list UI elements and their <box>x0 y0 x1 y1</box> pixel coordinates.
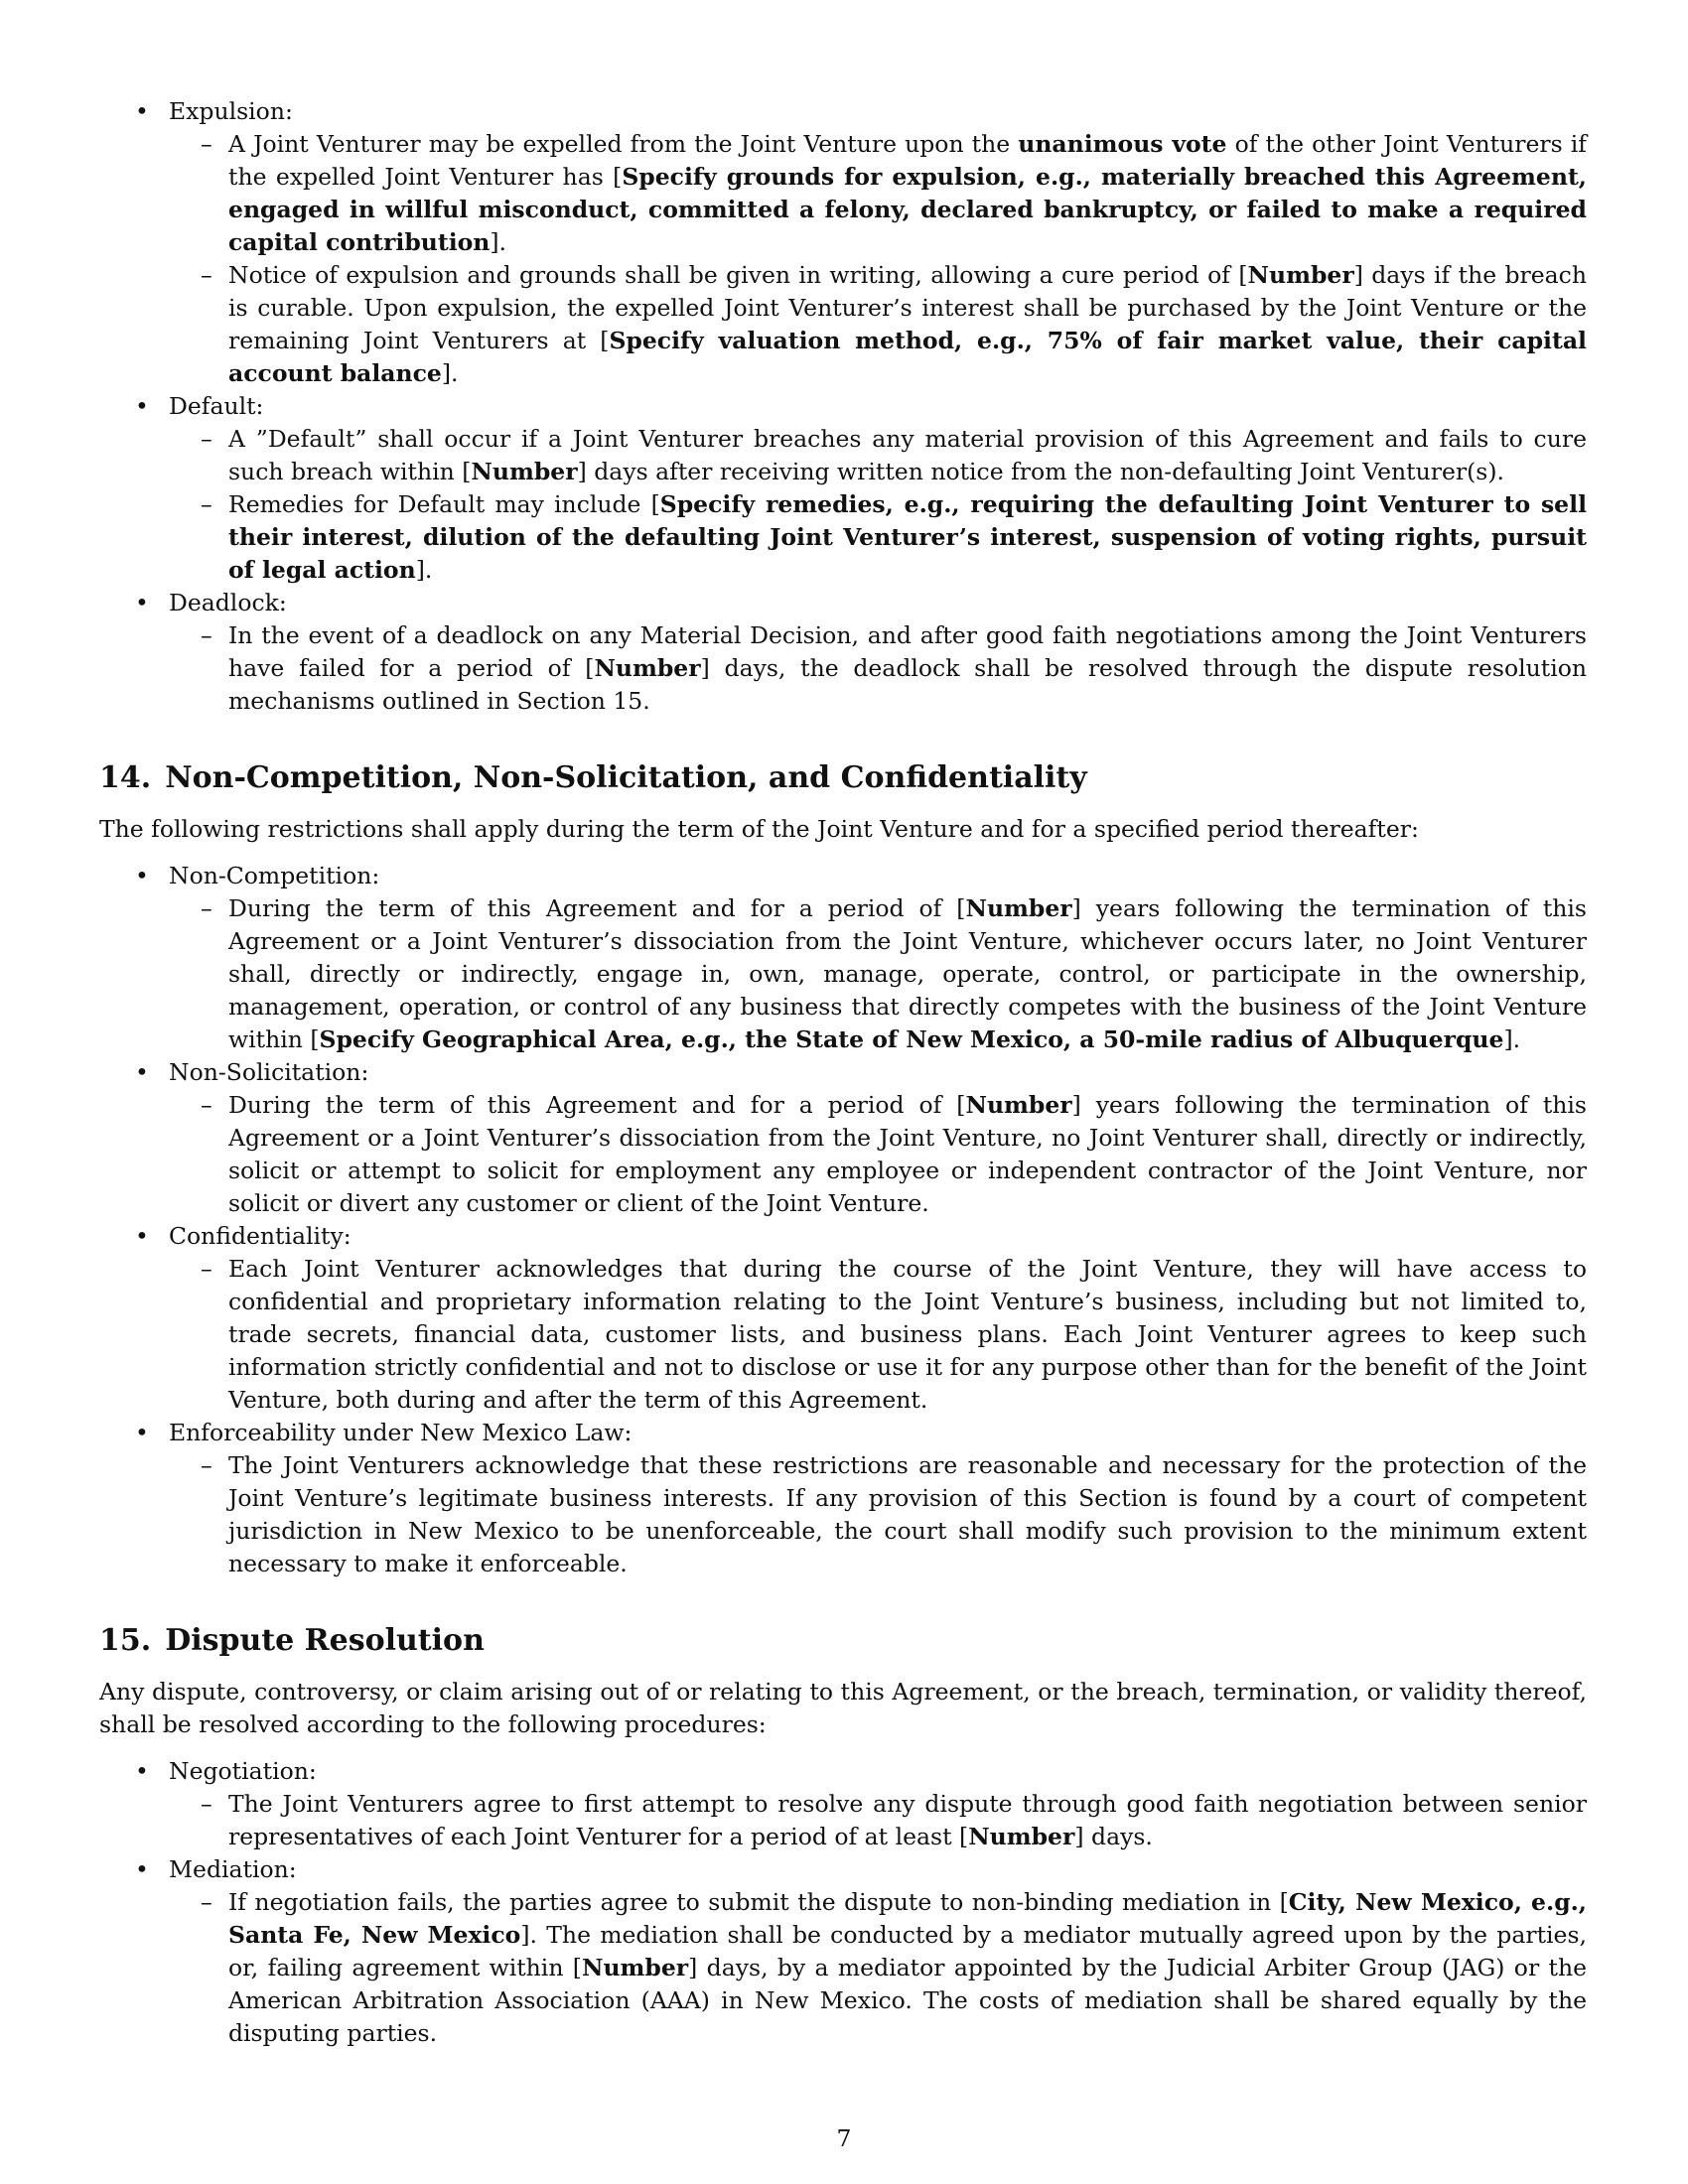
bullet-label: Non-Competition: <box>169 862 380 889</box>
clause-text: ] days, by a mediator appointed by the Judicial Arbiter Group (JAG) or the American Arbitration Association (AAA) in New Mexico. The costs of mediation shall be shared equally by the disputing parties. <box>228 1954 1588 2047</box>
placeholder-text: Number <box>968 1823 1075 1850</box>
placeholder-text: Number <box>965 1091 1072 1119</box>
sub-item <box>169 1788 1587 1853</box>
clause-text: Remedies for Default may include [ <box>228 490 660 518</box>
placeholder-text: Specify valuation method, e.g., 75% of fair market value, their capital account balance <box>228 327 1587 387</box>
bullet-item <box>99 1853 1587 2050</box>
clause-text: ] years following the termination of this Agreement or a Joint Venturer’s dissociation from the Joint Venture, no Joint Venturer shall, directly or indirectly, solicit or attempt to solicit for employment any employee or independent contractor of the Joint Venture, nor solicit or divert any customer or client of the Joint Venture. <box>228 1091 1587 1217</box>
clause-text: During the term of this Agreement and for a period of [ <box>228 894 966 922</box>
clause-text: Each Joint Venturer acknowledges that during the course of the Joint Venture, they will have access to confidential and proprietary information relating to the Joint Venture’s business, including but not limited to, trade secrets, financial data, customer lists, and business plans. Each Joint Venturer agrees to keep such information strictly confidential and not to disclose or use it for any purpose other than for the benefit of the Joint Venture, both during and after the term of this Agreement. <box>228 1255 1587 1414</box>
clause-text: The Joint Venturers acknowledge that these restrictions are reasonable and necessary for the protection of the Joint Venture’s legitimate business interests. If any provision of this Section is found by a court of competent jurisdiction in New Mexico to be unenforceable, the court shall modify such provision to the minimum extent necessary to make it enforceable. <box>228 1451 1587 1577</box>
section-list <box>99 1755 1587 2050</box>
bullet-label: Default: <box>169 392 264 420</box>
sub-list <box>169 1788 1587 1853</box>
clause-text: A ”Default” shall occur if a Joint Venturer breaches any material provision of this Agreement and fails to cure such breach within [ <box>228 425 1587 485</box>
section-number: 14. <box>99 760 152 795</box>
placeholder-text: Number <box>1247 261 1354 289</box>
clause-text: of the other Joint Venturers if the expelled Joint Venturer has [ <box>228 130 1588 191</box>
bullet-item <box>99 95 1587 390</box>
bullet-label: Mediation: <box>169 1855 297 1883</box>
sub-item <box>169 423 1587 488</box>
sub-item <box>169 128 1587 259</box>
placeholder-text: Number <box>965 894 1072 922</box>
clause-text: ]. The mediation shall be conducted by a mediator mutually agreed upon by the parties, or, failing agreement within [ <box>228 1921 1587 1981</box>
sub-item <box>169 1253 1587 1417</box>
sub-list <box>169 128 1587 390</box>
bullet-item <box>99 860 1587 1056</box>
clause-text: If negotiation fails, the parties agree to submit the dispute to non-binding mediation in [ <box>228 1888 1289 1916</box>
sub-list <box>169 423 1587 587</box>
sub-item <box>169 259 1587 390</box>
sub-item <box>169 1449 1587 1580</box>
bullet-item <box>99 1755 1587 1853</box>
placeholder-text: Specify grounds for expulsion, e.g., materially breached this Agreement, engaged in willful misconduct, committed a felony, declared bankruptcy, or failed to make a required capital contribution <box>228 163 1587 256</box>
sub-item <box>169 892 1587 1056</box>
bullet-item <box>99 1056 1587 1220</box>
clause-text: In the event of a deadlock on any Material Decision, and after good faith negotiations among the Joint Venturers have failed for a period of [ <box>228 621 1587 682</box>
sub-list <box>169 619 1587 718</box>
section-14 <box>99 759 1587 1580</box>
section-number: 15. <box>99 1623 152 1658</box>
placeholder-text: Specify remedies, e.g., requiring the defaulting Joint Venturer to sell their interest, dilution of the defaulting Joint Venturer’s interest, suspension of voting rights, pursuit of legal action <box>228 490 1587 584</box>
bullet-item <box>99 390 1587 587</box>
bullet-label: Non-Solicitation: <box>169 1058 369 1086</box>
clause-text: ]. <box>1503 1025 1521 1053</box>
clause-text: ]. <box>441 359 459 387</box>
bullet-item <box>99 1220 1587 1417</box>
placeholder-text: Specify Geographical Area, e.g., the State of New Mexico, a 50-mile radius of Albuquerque <box>319 1025 1504 1053</box>
sub-list <box>169 1089 1587 1220</box>
section-heading <box>99 1622 1587 1660</box>
clause-text: ] days if the breach is curable. Upon expulsion, the expelled Joint Venturer’s interest shall be purchased by the Joint Venture or the remaining Joint Venturers at [ <box>228 261 1587 354</box>
clause-text: ] days, the deadlock shall be resolved through the dispute resolution mechanisms outlined in Section 15. <box>228 654 1587 715</box>
clause-text: A Joint Venturer may be expelled from the Joint Venture upon the <box>228 130 1019 158</box>
sections-container <box>99 759 1587 2050</box>
sub-item <box>169 1886 1587 2050</box>
placeholder-text: City, New Mexico, e.g., Santa Fe, New Mexico <box>228 1888 1587 1949</box>
section-list <box>99 860 1587 1580</box>
section-title: Dispute Resolution <box>165 1623 485 1658</box>
clause-text: ] days. <box>1074 1823 1153 1850</box>
section-title: Non-Competition, Non-Solicitation, and Confidentiality <box>165 760 1087 795</box>
bullet-label: Enforceability under New Mexico Law: <box>169 1419 633 1446</box>
provisions-list-continued <box>99 95 1587 718</box>
clause-text: The Joint Venturers agree to first attempt to resolve any dispute through good faith negotiation between senior representatives of each Joint Venturer for a period of at least [ <box>228 1790 1587 1850</box>
bullet-item <box>99 587 1587 718</box>
clause-text: Notice of expulsion and grounds shall be given in writing, allowing a cure period of [ <box>228 261 1248 289</box>
bullet-label: Confidentiality: <box>169 1222 352 1250</box>
sub-list <box>169 1449 1587 1580</box>
clause-text: ]. <box>490 228 507 256</box>
section-15 <box>99 1622 1587 2050</box>
sub-item <box>169 619 1587 718</box>
bullet-label: Expulsion: <box>169 97 293 125</box>
sub-list <box>169 892 1587 1056</box>
placeholder-text: Number <box>594 654 701 682</box>
clause-text: During the term of this Agreement and for a period of [ <box>228 1091 966 1119</box>
placeholder-text: unanimous vote <box>1018 130 1227 158</box>
section-heading <box>99 759 1587 797</box>
bullet-label: Deadlock: <box>169 589 287 616</box>
bullet-label: Negotiation: <box>169 1757 317 1785</box>
section-intro: The following restrictions shall apply during the term of the Joint Venture and for a specified period thereafter: <box>99 815 1419 843</box>
placeholder-text: Number <box>581 1954 689 1981</box>
sub-list <box>169 1886 1587 2050</box>
clause-text: ] days after receiving written notice from the non-defaulting Joint Venturer(s). <box>577 458 1504 485</box>
sub-item <box>169 488 1587 587</box>
clause-text: ]. <box>415 556 433 584</box>
page-number: 7 <box>836 2124 852 2152</box>
bullet-item <box>99 1417 1587 1580</box>
placeholder-text: Number <box>471 458 578 485</box>
sub-list <box>169 1253 1587 1417</box>
section-intro: Any dispute, controversy, or claim arising out of or relating to this Agreement, or the breach, termination, or validity thereof, shall be resolved according to the following procedures: <box>99 1678 1587 1738</box>
sub-item <box>169 1089 1587 1220</box>
clause-text: ] years following the termination of this Agreement or a Joint Venturer’s dissociation from the Joint Venture, whichever occurs later, no Joint Venturer shall, directly or indirectly, engage in, own, manage, operate, control, or participate in the ownership, management, operation, or control of any business that directly competes with the business of the Joint Venture within [ <box>228 894 1587 1053</box>
